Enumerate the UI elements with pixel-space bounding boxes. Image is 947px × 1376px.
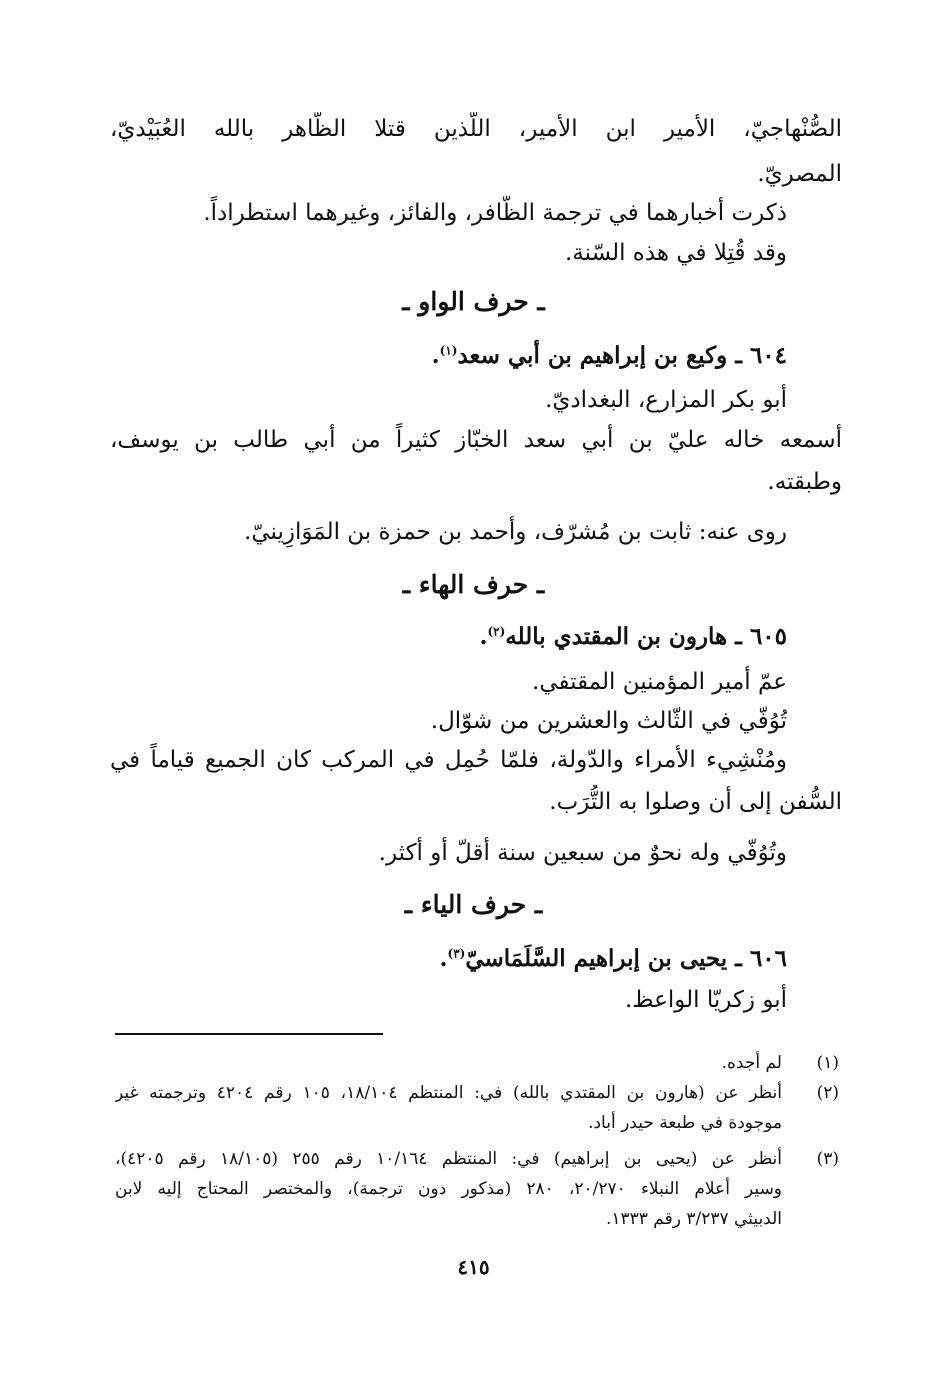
body-line-13: وتُوُفّي وله نحوٌ من سبعين سنة أقلّ أو أكثر.: [378, 840, 787, 866]
section-heading-ha: ـ حرف الهاء ـ: [402, 570, 545, 599]
entry-605-title-end: .: [479, 623, 488, 650]
body-line-8: روى عنه: ثابت بن مُشرّف، وأحمد بن حمزة بن المَوَازِينيّ.: [244, 519, 787, 545]
body-line-6: أسمعه خاله عليّ بن أبي سعد الخبّاز كثيراً من أبي طالب بن يوسف،: [110, 427, 842, 453]
footnote-1-line-1: لم أجده.: [721, 1053, 782, 1073]
entry-605-title-text: ٦٠٥ ـ هارون بن المقتدي بالله: [505, 623, 787, 650]
page-number: ٤١٥: [457, 1255, 490, 1279]
body-line-9: عمّ أمير المؤمنين المقتفي.: [532, 669, 787, 695]
entry-604-title: [110, 339, 787, 373]
entry-604-title-end: .: [431, 342, 440, 369]
footnote-2-line-1: أنظر عن (هارون بن المقتدي بالله) في: المنتظم ١٨/١٠٤، ١٠٥ رقم ٤٢٠٤ وترجمته غير: [115, 1083, 782, 1103]
body-line-7: وطبقته.: [767, 469, 842, 495]
footnote-2-line-2: موجودة في طبعة حيدر أباد.: [588, 1113, 782, 1133]
footnote-3-line-1: أنظر عن (يحيى بن إبراهيم) في: المنتظم ١٠/١٦٤ رقم ٢٥٥ (١٨/١٠٥ رقم ٤٢٠٥)،: [115, 1149, 782, 1169]
body-line-1: الصُّنْهاجيّ، الأمير ابن الأمير، اللّذين قتلا الظّاهر بالله العُبَيْديّ،: [110, 116, 842, 142]
entry-605-title: [110, 620, 787, 654]
body-line-14: أبو زكريّا الواعظ.: [625, 987, 787, 1013]
body-line-2: المصريّ.: [757, 161, 842, 187]
body-line-11: ومُنْشِيء الأمراء والدّولة، فلمّا حُمِل في المركب كان الجميع قياماً في: [110, 747, 787, 773]
entry-606-title-end: .: [439, 945, 448, 972]
footnote-ref-2: (٢): [487, 624, 506, 639]
footnote-1-number: (١): [816, 1053, 839, 1073]
entry-606-title-text: ٦٠٦ ـ يحيى بن إبراهيم السَّلَمَاسيّ: [465, 945, 787, 972]
body-line-3: ذكرت أخبارهما في ترجمة الظّافر، والفائز، وغيرهما استطراداً.: [203, 200, 787, 226]
footnote-separator: [115, 1033, 383, 1035]
section-heading-waw: ـ حرف الواو ـ: [402, 287, 545, 316]
body-line-12: السُّفن إلى أن وصلوا به التُّرَب.: [549, 789, 842, 815]
section-heading-ya: ـ حرف الياء ـ: [404, 890, 543, 919]
body-line-5: أبو بكر المزارع، البغداديّ.: [545, 387, 787, 413]
footnote-ref-1: (١): [439, 343, 458, 358]
footnote-3-line-2: وسير أعلام النبلاء ٢٠/٢٧٠، ٢٨٠ (مذكور دون ترجمة)، والمختصر المحتاج إليه لابن: [115, 1179, 782, 1199]
entry-606-title: [110, 942, 787, 976]
footnote-3-number: (٣): [816, 1149, 839, 1169]
footnote-ref-3: (٣): [447, 946, 466, 961]
body-line-4: وقد قُتِلا في هذه السّنة.: [565, 240, 787, 266]
body-line-10: تُوُفّي في الثّالث والعشرين من شوّال.: [430, 708, 787, 734]
footnote-2-number: (٢): [816, 1083, 839, 1103]
entry-604-title-text: ٦٠٤ ـ وكيع بن إبراهيم بن أبي سعد: [457, 342, 787, 369]
footnote-3-line-3: الدبيثي ٣/٢٣٧ رقم ١٣٣٣.: [605, 1209, 782, 1229]
